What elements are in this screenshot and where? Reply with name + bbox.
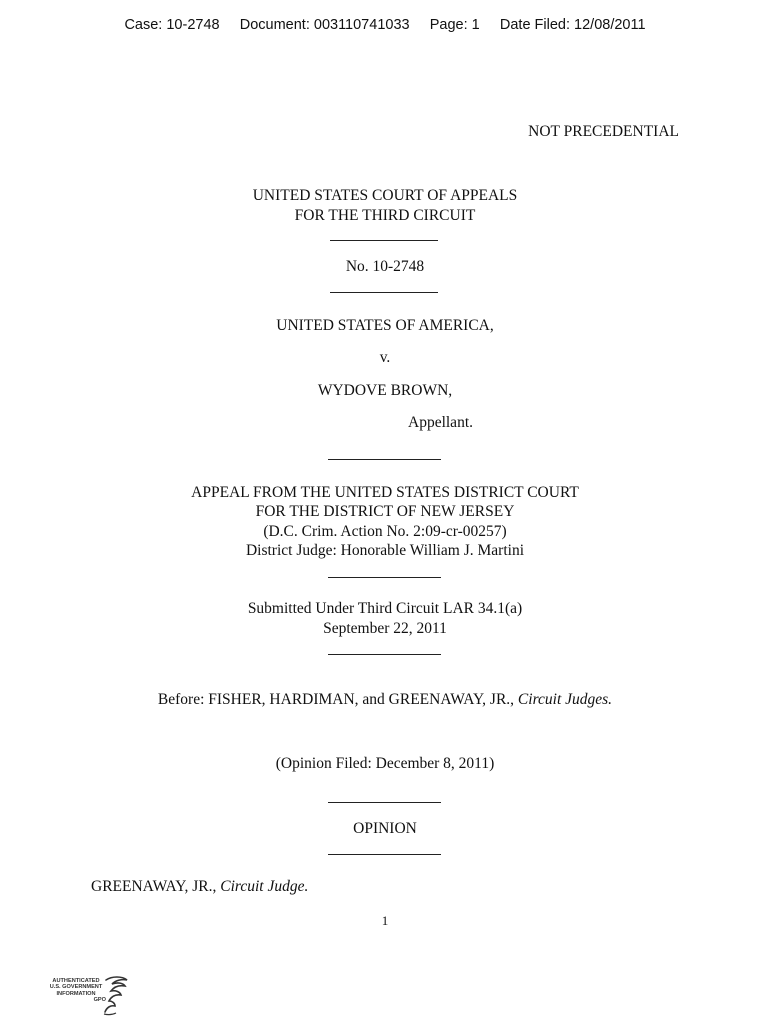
- rule-divider: [328, 577, 441, 578]
- panel-judges: Before: FISHER, HARDIMAN, and GREENAWAY, JR.,: [157, 691, 515, 708]
- author-title: Circuit Judge.: [220, 878, 309, 895]
- header-page: Page: 1: [429, 17, 480, 33]
- court-name-line2: FOR THE THIRD CIRCUIT: [294, 207, 476, 224]
- party-defendant: WYDOVE BROWN,: [317, 382, 453, 399]
- rule-divider: [328, 459, 441, 460]
- header-date-filed: Date Filed: 12/08/2011: [499, 17, 646, 33]
- gpo-authentication-seal: [44, 974, 130, 1018]
- rule-divider: [328, 854, 441, 855]
- seal-line-1: AUTHENTICATED: [52, 978, 100, 984]
- rule-divider: [330, 240, 438, 241]
- seal-text: [44, 978, 108, 1004]
- not-precedential-label: NOT PRECEDENTIAL: [528, 123, 679, 140]
- header-document: Document: 003110741033: [239, 17, 410, 33]
- filing-header: [0, 17, 770, 33]
- page-number: 1: [381, 913, 389, 928]
- submission-line1: Submitted Under Third Circuit LAR 34.1(a): [247, 600, 523, 617]
- header-case: Case: 10-2748: [124, 17, 220, 33]
- author-name: GREENAWAY, JR.,: [91, 878, 217, 895]
- eagle-icon: [102, 974, 130, 1018]
- appeal-line2: FOR THE DISTRICT OF NEW JERSEY: [255, 503, 515, 520]
- seal-line-4: GPO: [93, 997, 106, 1004]
- party-versus: v.: [379, 349, 391, 366]
- opinion-filed-date: (Opinion Filed: December 8, 2011): [275, 755, 495, 772]
- submission-line2: September 22, 2011: [323, 620, 447, 637]
- panel-judges-title: Circuit Judges.: [517, 691, 613, 708]
- seal-line-3: INFORMATION: [56, 990, 96, 997]
- appeal-line4: District Judge: Honorable William J. Martini: [245, 542, 525, 559]
- panel-line: [0, 691, 770, 709]
- opinion-heading: OPINION: [353, 820, 417, 837]
- seal-line-2: U.S. GOVERNMENT: [49, 984, 103, 991]
- docket-number: No. 10-2748: [345, 258, 425, 275]
- court-name-line1: UNITED STATES COURT OF APPEALS: [252, 187, 518, 204]
- party-plaintiff: UNITED STATES OF AMERICA,: [276, 317, 494, 334]
- appeal-line1: APPEAL FROM THE UNITED STATES DISTRICT COURT: [191, 484, 579, 501]
- party-role: Appellant.: [408, 414, 473, 431]
- rule-divider: [330, 292, 438, 293]
- rule-divider: [328, 802, 441, 803]
- rule-divider: [328, 654, 441, 655]
- appeal-line3: (D.C. Crim. Action No. 2:09-cr-00257): [263, 523, 507, 540]
- opinion-author: [91, 878, 308, 896]
